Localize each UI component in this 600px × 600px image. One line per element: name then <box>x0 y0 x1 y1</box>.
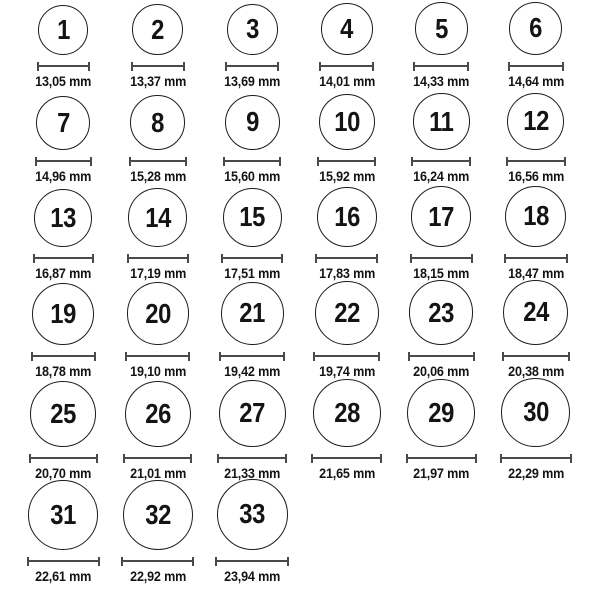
diameter-measure-line <box>315 254 378 263</box>
diameter-measure-line <box>131 62 185 71</box>
ring-circle <box>223 188 282 247</box>
ring-size-number: 15 <box>239 201 266 233</box>
ring-circle <box>409 280 473 344</box>
ring-circle <box>128 188 187 247</box>
ring-size-number: 32 <box>144 498 171 530</box>
ring-size-row <box>0 95 600 190</box>
diameter-label: 18,15 mm <box>413 264 470 281</box>
ring-size-item <box>111 287 206 385</box>
diameter-label: 19,74 mm <box>318 362 375 379</box>
measure-rule <box>321 65 372 67</box>
diameter-measure-line <box>31 352 96 361</box>
ring-circle <box>217 479 288 550</box>
ring-size-number: 33 <box>239 498 266 530</box>
measure-rule <box>315 355 378 357</box>
measure-rule <box>502 457 570 459</box>
ring-size-item <box>300 0 395 95</box>
diameter-label: 22,92 mm <box>129 567 186 584</box>
ring-size-row <box>0 487 600 600</box>
ring-size-item <box>300 385 395 487</box>
ring-circle <box>317 187 377 247</box>
measure-rule <box>217 560 287 562</box>
ring-size-item <box>489 0 584 95</box>
measure-rule <box>219 457 285 459</box>
ring-size-number: 8 <box>151 106 165 138</box>
diameter-measure-line <box>35 157 92 166</box>
ring-size-number: 16 <box>333 200 360 232</box>
measure-rule <box>129 257 187 259</box>
diameter-label: 21,01 mm <box>129 464 186 481</box>
diameter-measure-line <box>223 157 281 166</box>
diameter-label: 19,42 mm <box>224 362 281 379</box>
ring-size-number: 9 <box>245 106 259 138</box>
measure-rule <box>313 457 380 459</box>
diameter-label: 22,29 mm <box>507 464 564 481</box>
diameter-measure-line <box>317 157 376 166</box>
ring-size-item <box>111 0 206 95</box>
ring-size-item <box>394 385 489 487</box>
diameter-label: 16,87 mm <box>35 264 92 281</box>
ring-size-number: 25 <box>50 398 77 430</box>
diameter-label: 14,01 mm <box>318 72 375 89</box>
diameter-label: 22,61 mm <box>35 567 92 584</box>
measure-rule <box>408 457 475 459</box>
diameter-measure-line <box>123 454 192 463</box>
ring-circle <box>313 379 381 447</box>
ring-size-number: 19 <box>50 298 77 329</box>
diameter-label: 23,94 mm <box>224 567 281 584</box>
ring-size-row <box>0 190 600 287</box>
ring-size-number: 30 <box>522 396 549 428</box>
ring-size-item <box>111 190 206 287</box>
ring-size-number: 20 <box>144 297 171 329</box>
ring-size-number: 26 <box>144 397 171 429</box>
diameter-measure-line <box>508 62 564 71</box>
diameter-label: 21,33 mm <box>224 464 281 481</box>
ring-circle <box>221 282 284 345</box>
diameter-measure-line <box>408 352 475 361</box>
diameter-label: 13,69 mm <box>224 72 281 89</box>
diameter-label: 20,06 mm <box>413 362 470 379</box>
measure-rule <box>415 65 467 67</box>
ring-size-item <box>300 190 395 287</box>
ring-size-number: 6 <box>529 12 543 44</box>
ring-circle <box>132 4 183 55</box>
ring-circle <box>501 378 570 447</box>
diameter-label: 16,56 mm <box>507 167 564 184</box>
ring-size-number: 10 <box>333 105 360 137</box>
measure-rule <box>29 560 98 562</box>
ring-circle <box>125 381 191 447</box>
ring-circle <box>123 480 193 550</box>
measure-rule <box>412 257 471 259</box>
measure-rule <box>317 257 376 259</box>
diameter-label: 15,28 mm <box>129 167 186 184</box>
ring-size-item <box>205 95 300 190</box>
diameter-measure-line <box>506 157 566 166</box>
ring-size-row <box>0 385 600 487</box>
ring-circle <box>503 280 568 345</box>
measure-rule <box>508 160 564 162</box>
ring-size-item <box>111 385 206 487</box>
diameter-measure-line <box>29 454 98 463</box>
diameter-measure-line <box>413 62 469 71</box>
ring-size-item <box>16 385 111 487</box>
diameter-measure-line <box>313 352 380 361</box>
ring-circle <box>509 2 562 55</box>
diameter-measure-line <box>311 454 382 463</box>
ring-size-item <box>16 487 111 600</box>
measure-rule <box>39 65 88 67</box>
ring-size-item <box>300 287 395 385</box>
diameter-measure-line <box>504 254 568 263</box>
ring-size-item <box>394 0 489 95</box>
ring-size-number: 29 <box>428 396 455 428</box>
ring-size-number: 17 <box>428 200 455 232</box>
ring-size-item <box>205 0 300 95</box>
ring-circle <box>507 93 564 150</box>
diameter-measure-line <box>319 62 374 71</box>
diameter-label: 14,33 mm <box>413 72 470 89</box>
ring-size-item <box>394 190 489 287</box>
measure-rule <box>223 257 281 259</box>
ring-size-item <box>489 385 584 487</box>
ring-circle <box>413 93 470 150</box>
diameter-label: 15,60 mm <box>224 167 281 184</box>
ring-size-item <box>394 287 489 385</box>
measure-rule <box>31 457 96 459</box>
measure-rule <box>133 65 183 67</box>
ring-size-number: 5 <box>434 12 448 44</box>
measure-rule <box>413 160 469 162</box>
diameter-label: 19,10 mm <box>129 362 186 379</box>
measure-rule <box>506 257 566 259</box>
measure-rule <box>227 65 277 67</box>
diameter-label: 17,83 mm <box>318 264 375 281</box>
diameter-measure-line <box>127 254 189 263</box>
diameter-measure-line <box>215 557 289 566</box>
ring-size-number: 7 <box>56 106 70 138</box>
ring-circle <box>130 95 185 150</box>
ring-size-number: 13 <box>50 201 77 233</box>
ring-circle <box>225 95 280 150</box>
ring-circle <box>227 4 278 55</box>
ring-size-number: 31 <box>50 499 77 531</box>
diameter-measure-line <box>411 157 471 166</box>
ring-circle <box>30 381 96 447</box>
ring-size-number: 24 <box>522 296 549 328</box>
ring-size-number: 23 <box>428 296 455 328</box>
diameter-measure-line <box>221 254 283 263</box>
diameter-measure-line <box>410 254 473 263</box>
ring-size-item <box>205 190 300 287</box>
ring-size-item <box>489 95 584 190</box>
ring-circle <box>28 480 98 550</box>
ring-size-item <box>394 95 489 190</box>
diameter-label: 14,96 mm <box>35 167 92 184</box>
diameter-measure-line <box>217 454 287 463</box>
ring-size-item <box>111 95 206 190</box>
diameter-measure-line <box>121 557 194 566</box>
ring-size-number: 27 <box>239 397 266 429</box>
diameter-label: 18,78 mm <box>35 362 92 379</box>
measure-rule <box>410 355 473 357</box>
ring-circle <box>32 283 94 345</box>
diameter-measure-line <box>406 454 477 463</box>
ring-size-number: 21 <box>239 297 266 329</box>
diameter-label: 16,24 mm <box>413 167 470 184</box>
ring-circle <box>319 94 375 150</box>
ring-size-number: 11 <box>429 105 454 137</box>
ring-size-number: 3 <box>245 13 259 45</box>
ring-size-number: 14 <box>144 201 171 233</box>
ring-size-number: 18 <box>522 200 549 232</box>
diameter-measure-line <box>225 62 279 71</box>
diameter-label: 13,05 mm <box>35 72 92 89</box>
ring-size-number: 22 <box>333 297 360 329</box>
ring-circle <box>411 186 471 246</box>
ring-circle <box>38 5 88 55</box>
diameter-measure-line <box>500 454 572 463</box>
diameter-label: 13,37 mm <box>129 72 186 89</box>
diameter-label: 21,65 mm <box>318 464 375 481</box>
ring-size-item <box>205 487 300 600</box>
diameter-label: 17,19 mm <box>129 264 186 281</box>
diameter-label: 18,47 mm <box>507 264 564 281</box>
measure-rule <box>37 160 90 162</box>
ring-size-item <box>205 287 300 385</box>
measure-rule <box>510 65 562 67</box>
diameter-measure-line <box>33 254 94 263</box>
ring-size-item <box>16 95 111 190</box>
diameter-label: 21,97 mm <box>413 464 470 481</box>
ring-size-number: 1 <box>56 13 70 45</box>
diameter-measure-line <box>125 352 190 361</box>
ring-size-number: 12 <box>522 105 549 137</box>
measure-rule <box>504 355 568 357</box>
diameter-label: 14,64 mm <box>507 72 564 89</box>
ring-circle <box>34 189 92 247</box>
diameter-label: 20,38 mm <box>507 362 564 379</box>
ring-size-item <box>489 287 584 385</box>
measure-rule <box>131 160 185 162</box>
ring-size-number: 2 <box>151 13 165 45</box>
measure-rule <box>319 160 374 162</box>
diameter-measure-line <box>27 557 100 566</box>
ring-size-item <box>16 190 111 287</box>
ring-circle <box>315 281 379 345</box>
ring-circle <box>407 379 475 447</box>
ring-size-item <box>205 385 300 487</box>
measure-rule <box>221 355 283 357</box>
ring-size-number: 4 <box>340 12 354 44</box>
ring-size-row <box>0 287 600 385</box>
ring-size-item <box>489 190 584 287</box>
ring-size-row <box>0 0 600 95</box>
diameter-label: 15,92 mm <box>318 167 375 184</box>
ring-size-item <box>300 95 395 190</box>
diameter-measure-line <box>502 352 570 361</box>
measure-rule <box>127 355 188 357</box>
ring-size-number: 28 <box>333 397 360 429</box>
measure-rule <box>33 355 94 357</box>
diameter-label: 17,51 mm <box>224 264 281 281</box>
measure-rule <box>35 257 92 259</box>
ring-size-item <box>111 487 206 600</box>
measure-rule <box>123 560 192 562</box>
ring-circle <box>321 3 373 55</box>
ring-circle <box>127 282 189 344</box>
ring-size-item <box>16 287 111 385</box>
ring-circle <box>505 186 566 247</box>
ring-circle <box>415 2 468 55</box>
diameter-measure-line <box>129 157 187 166</box>
measure-rule <box>225 160 279 162</box>
diameter-measure-line <box>219 352 285 361</box>
ring-size-item <box>16 0 111 95</box>
measure-rule <box>125 457 190 459</box>
ring-circle <box>36 96 90 150</box>
ring-circle <box>219 380 286 447</box>
diameter-label: 20,70 mm <box>35 464 92 481</box>
diameter-measure-line <box>37 62 90 71</box>
